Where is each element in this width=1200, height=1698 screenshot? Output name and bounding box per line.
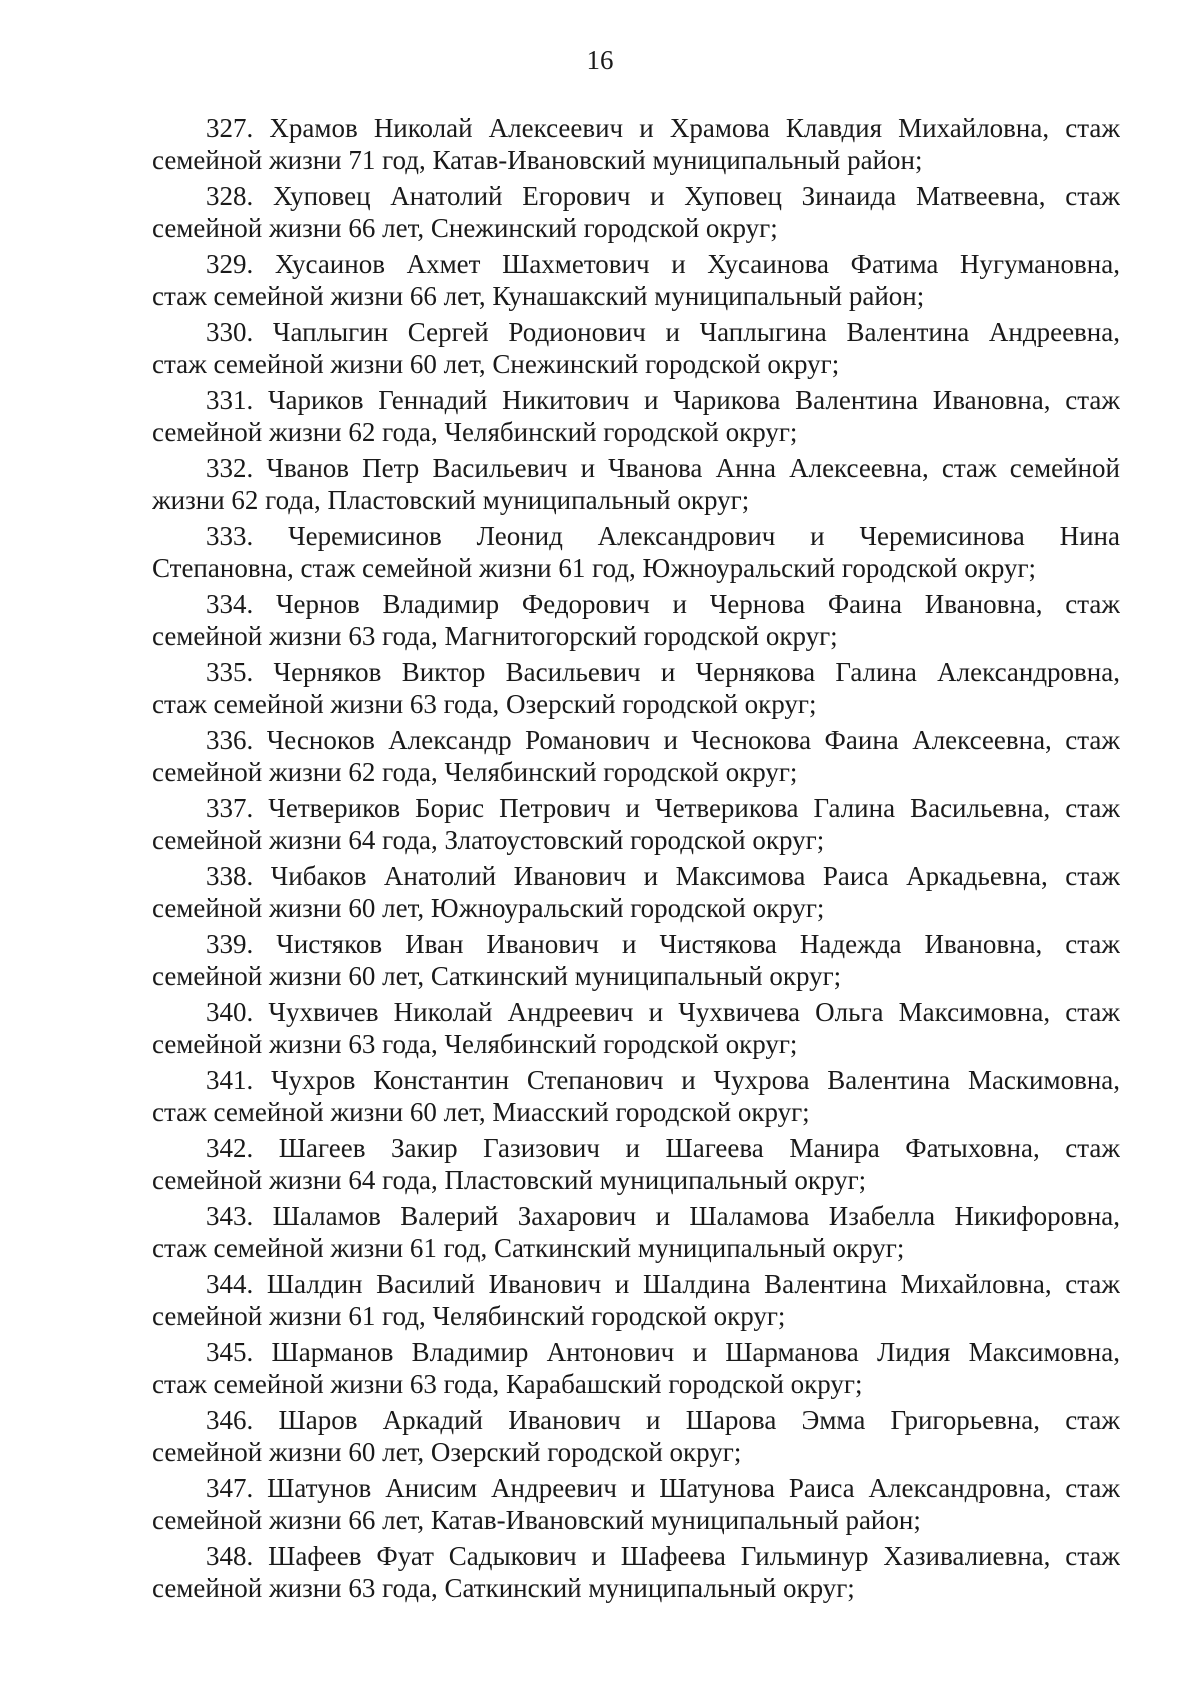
list-item (152, 1540, 1120, 1604)
list-item (152, 928, 1120, 992)
entry-line-1: 346. Шаров Аркадий Иванович и Шарова Эмма Григорьевна, стаж (206, 1405, 1120, 1435)
entry-line-2: стаж семейной жизни 63 года, Озерский городской округ; (152, 689, 817, 719)
list-item (152, 316, 1120, 380)
entry-line-1: 345. Шарманов Владимир Антонович и Шарманова Лидия Максимовна, (206, 1337, 1120, 1367)
entry-line-2: стаж семейной жизни 61 год, Саткинский муниципальный округ; (152, 1233, 905, 1263)
list-item (152, 792, 1120, 856)
list-item (152, 860, 1120, 924)
list-item (152, 384, 1120, 448)
entry-line-1: 328. Хуповец Анатолий Егорович и Хуповец Зинаида Матвеевна, стаж (206, 181, 1120, 211)
entry-line-2: стаж семейной жизни 66 лет, Кунашакский муниципальный район; (152, 281, 925, 311)
list-item (152, 1132, 1120, 1196)
entry-line-1: 329. Хусаинов Ахмет Шахметович и Хусаинова Фатима Нугумановна, (206, 249, 1120, 279)
entry-line-2: семейной жизни 62 года, Челябинский городской округ; (152, 417, 798, 447)
entry-line-2: семейной жизни 60 лет, Озерский городской округ; (152, 1437, 742, 1467)
entry-line-1: 343. Шаламов Валерий Захарович и Шаламова Изабелла Никифоровна, (206, 1201, 1120, 1231)
entry-line-2: семейной жизни 63 года, Саткинский муниципальный округ; (152, 1573, 855, 1603)
entry-line-2: семейной жизни 64 года, Пластовский муниципальный округ; (152, 1165, 867, 1195)
list-item (152, 112, 1120, 176)
list-item (152, 588, 1120, 652)
entry-line-1: 340. Чухвичев Николай Андреевич и Чухвичева Ольга Максимовна, стаж (206, 997, 1120, 1027)
list-item (152, 452, 1120, 516)
entry-line-2: семейной жизни 71 год, Катав-Ивановский муниципальный район; (152, 145, 923, 175)
entry-line-2: стаж семейной жизни 63 года, Карабашский городской округ; (152, 1369, 863, 1399)
entry-line-2: семейной жизни 64 года, Златоустовский городской округ; (152, 825, 825, 855)
entry-line-1: 332. Чванов Петр Васильевич и Чванова Анна Алексеевна, стаж семейной (206, 453, 1120, 483)
page-number: 16 (586, 45, 614, 75)
entry-line-1: 336. Чесноков Александр Романович и Чеснокова Фаина Алексеевна, стаж (206, 725, 1120, 755)
entry-line-2: семейной жизни 60 лет, Саткинский муниципальный округ; (152, 961, 842, 991)
entry-line-1: 335. Черняков Виктор Васильевич и Чернякова Галина Александровна, (206, 657, 1120, 687)
entry-line-1: 338. Чибаков Анатолий Иванович и Максимова Раиса Аркадьевна, стаж (206, 861, 1120, 891)
entry-line-1: 347. Шатунов Анисим Андреевич и Шатунова Раиса Александровна, стаж (206, 1473, 1120, 1503)
list-item (152, 656, 1120, 720)
entry-line-2: Степановна, стаж семейной жизни 61 год, Южноуральский городской округ; (152, 553, 1037, 583)
entry-line-2: семейной жизни 63 года, Магнитогорский городской округ; (152, 621, 838, 651)
list-item (152, 520, 1120, 584)
list-item (152, 1200, 1120, 1264)
entry-line-2: стаж семейной жизни 60 лет, Снежинский городской округ; (152, 349, 840, 379)
entry-line-2: семейной жизни 62 года, Челябинский городской округ; (152, 757, 798, 787)
entry-line-2: семейной жизни 60 лет, Южноуральский городской округ; (152, 893, 825, 923)
entry-line-1: 339. Чистяков Иван Иванович и Чистякова Надежда Ивановна, стаж (206, 929, 1120, 959)
list-item (152, 248, 1120, 312)
list-item (152, 1064, 1120, 1128)
entry-line-1: 337. Четвериков Борис Петрович и Четверикова Галина Васильевна, стаж (206, 793, 1120, 823)
list-item (152, 180, 1120, 244)
entry-line-1: 334. Чернов Владимир Федорович и Чернова Фаина Ивановна, стаж (206, 589, 1120, 619)
list-item (152, 1472, 1120, 1536)
entry-line-1: 344. Шалдин Василий Иванович и Шалдина Валентина Михайловна, стаж (206, 1269, 1120, 1299)
list-item (152, 1404, 1120, 1468)
entry-line-1: 341. Чухров Константин Степанович и Чухрова Валентина Маскимовна, (206, 1065, 1120, 1095)
entry-line-2: семейной жизни 66 лет, Снежинский городской округ; (152, 213, 778, 243)
entry-line-2: стаж семейной жизни 60 лет, Миасский городской округ; (152, 1097, 810, 1127)
entry-line-1: 333. Черемисинов Леонид Александрович и Черемисинова Нина (206, 521, 1120, 551)
entry-line-1: 331. Чариков Геннадий Никитович и Чарикова Валентина Ивановна, стаж (206, 385, 1120, 415)
entry-line-1: 342. Шагеев Закир Газизович и Шагеева Манира Фатыховна, стаж (206, 1133, 1120, 1163)
list-item (152, 1336, 1120, 1400)
entry-line-1: 348. Шафеев Фуат Садыкович и Шафеева Гильминур Хазивалиевна, стаж (206, 1541, 1120, 1571)
list-item (152, 724, 1120, 788)
list-item (152, 1268, 1120, 1332)
entry-line-1: 327. Храмов Николай Алексеевич и Храмова Клавдия Михайловна, стаж (206, 113, 1120, 143)
entry-line-2: семейной жизни 63 года, Челябинский городской округ; (152, 1029, 798, 1059)
entry-line-1: 330. Чаплыгин Сергей Родионович и Чаплыгина Валентина Андреевна, (206, 317, 1120, 347)
entries-list (152, 112, 1120, 1608)
entry-line-2: семейной жизни 66 лет, Катав-Ивановский муниципальный район; (152, 1505, 921, 1535)
entry-line-2: жизни 62 года, Пластовский муниципальный округ; (152, 485, 750, 515)
entry-line-2: семейной жизни 61 год, Челябинский городской округ; (152, 1301, 786, 1331)
list-item (152, 996, 1120, 1060)
